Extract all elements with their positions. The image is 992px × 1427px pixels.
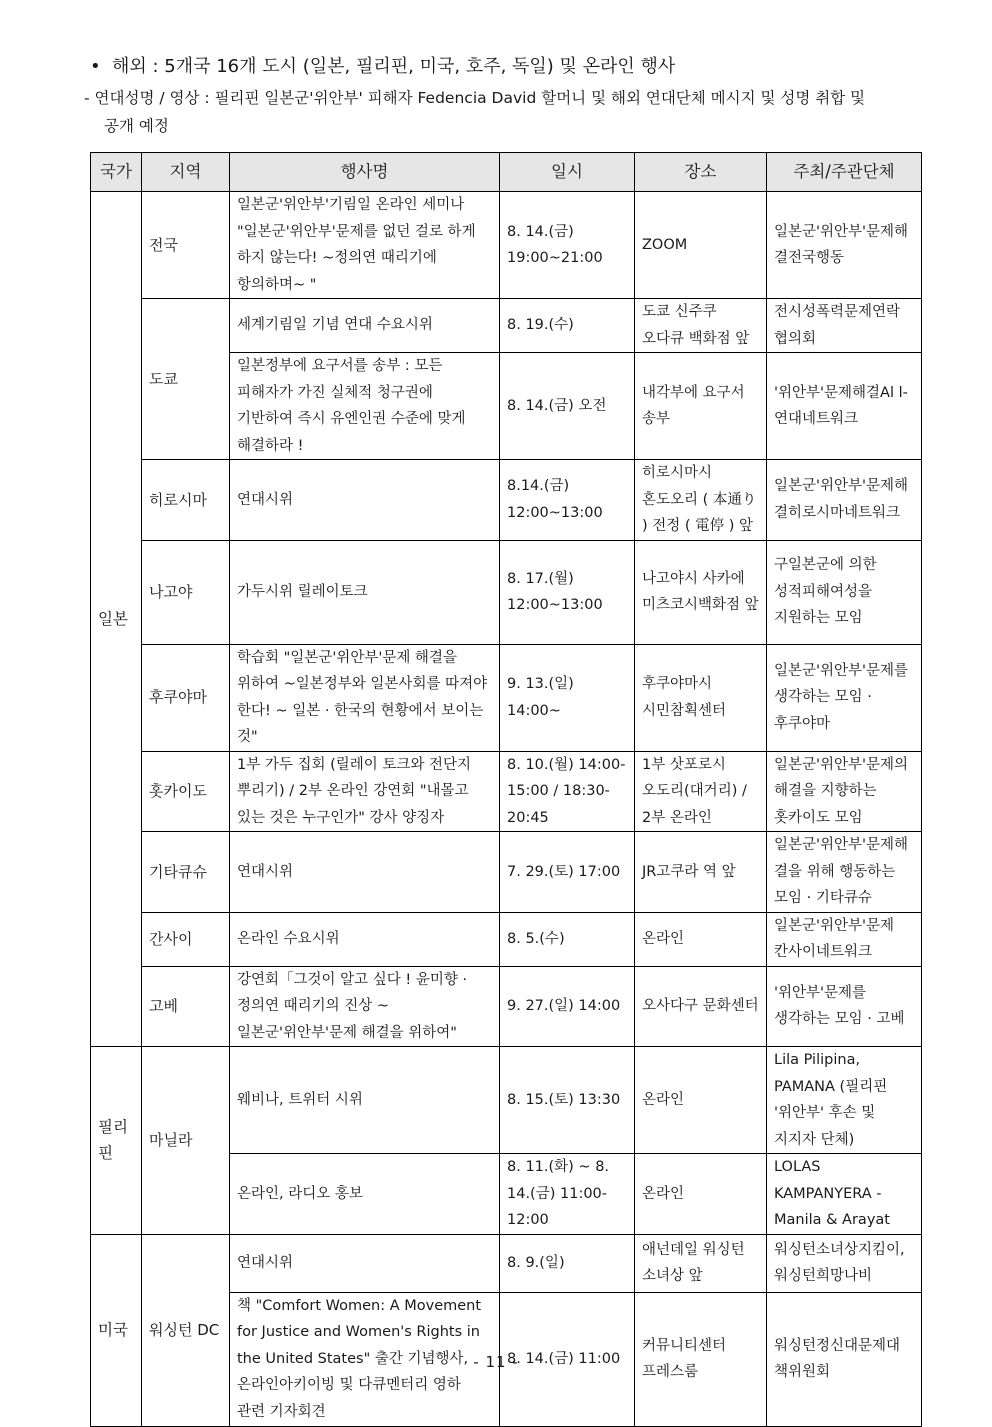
date-cell: 9. 13.(일) 14:00~ — [500, 644, 635, 751]
event-cell: 1부 가두 집회 (릴레이 토크와 전단지 뿌리기) / 2부 온라인 강연회 "내몰고 있는 것은 누구인가" 강사 양징자 — [230, 751, 500, 832]
date-cell: 9. 27.(일) 14:00 — [500, 966, 635, 1047]
country-usa: 미국 — [91, 1234, 142, 1426]
date-cell: 8.14.(금) 12:00~13:00 — [500, 460, 635, 541]
event-cell: 연대시위 — [230, 832, 500, 913]
table-row — [91, 460, 922, 541]
intro-section — [84, 52, 924, 140]
host-cell: 일본군'위안부'문제해결전국행동 — [767, 192, 922, 299]
page-number: - 11 - — [473, 1353, 519, 1371]
event-cell: 책 "Comfort Women: A Movement for Justice and Women's Rights in the United States" 출간 기념행사, 온라인아키이빙 및 다큐멘터리 영하 관련 기자회견 — [230, 1292, 500, 1426]
date-cell: 8. 14.(금) 11:00 — [500, 1292, 635, 1426]
venue-cell: 온라인 — [635, 912, 767, 966]
host-cell: 워싱턴소녀상지킴이, 워싱턴희망나비 — [767, 1234, 922, 1292]
venue-cell: ZOOM — [635, 192, 767, 299]
region-kitakyushu: 기타큐슈 — [142, 832, 230, 913]
header-country: 국가 — [91, 153, 142, 192]
venue-cell: 1부 삿포로시 오도리(대거리) / 2부 온라인 — [635, 751, 767, 832]
date-cell: 8. 14.(금) 오전 — [500, 353, 635, 460]
table-row — [91, 751, 922, 832]
venue-cell: 내각부에 요구서 송부 — [635, 353, 767, 460]
header-host: 주최/주관단체 — [767, 153, 922, 192]
header-venue: 장소 — [635, 153, 767, 192]
host-cell: 전시성폭력문제연락협의회 — [767, 299, 922, 353]
overseas-events-table — [90, 152, 922, 1427]
event-cell: 강연회「그것이 알고 싶다 ! 윤미향 · 정의연 때리기의 진상 ~ 일본군'위안부'문제 해결을 위하여" — [230, 966, 500, 1047]
event-cell: 일본정부에 요구서를 송부 : 모든 피해자가 가진 실체적 청구권에 기반하여 즉시 유엔인권 수준에 맞게 해결하라 ! — [230, 353, 500, 460]
overseas-summary — [84, 52, 924, 82]
host-cell: 워싱턴정신대문제대책위원회 — [767, 1292, 922, 1426]
region-hiroshima: 히로시마 — [142, 460, 230, 541]
host-cell: 일본군'위안부'문제를 생각하는 모임 · 후쿠야마 — [767, 644, 922, 751]
venue-cell: 커뮤니티센터 프레스룸 — [635, 1292, 767, 1426]
date-cell: 8. 9.(일) — [500, 1234, 635, 1292]
region-washington: 워싱턴 DC — [142, 1234, 230, 1426]
venue-cell: 후쿠야마시 시민참획센터 — [635, 644, 767, 751]
venue-cell: 오사다구 문화센터 — [635, 966, 767, 1047]
venue-cell: JR고쿠라 역 앞 — [635, 832, 767, 913]
table-row — [91, 832, 922, 913]
host-cell: 구일본군에 의한 성적피해여성을 지원하는 모임 — [767, 540, 922, 644]
host-cell: 일본군'위안부'문제 칸사이네트워크 — [767, 912, 922, 966]
venue-cell: 온라인 — [635, 1047, 767, 1154]
region-manila: 마닐라 — [142, 1047, 230, 1235]
event-cell: 온라인, 라디오 홍보 — [230, 1154, 500, 1235]
header-region: 지역 — [142, 153, 230, 192]
table-row — [91, 1047, 922, 1154]
event-cell: 학습회 "일본군'위안부'문제 해결을 위하여 ~일본정부와 일본사회를 따져야 한다! ~ 일본 · 한국의 현황에서 보이는 것" — [230, 644, 500, 751]
host-cell: 일본군'위안부'문제의 해결을 지향하는 홋카이도 모임 — [767, 751, 922, 832]
bullet-icon: • — [90, 56, 101, 77]
table-row — [91, 299, 922, 353]
date-cell: 8. 11.(화) ~ 8. 14.(금) 11:00-12:00 — [500, 1154, 635, 1235]
host-cell: 일본군'위안부'문제해결히로시마네트워크 — [767, 460, 922, 541]
event-cell: 연대시위 — [230, 1234, 500, 1292]
date-cell: 8. 17.(월) 12:00~13:00 — [500, 540, 635, 644]
event-cell: 가두시위 릴레이토크 — [230, 540, 500, 644]
event-cell: 웨비나, 트위터 시위 — [230, 1047, 500, 1154]
date-cell: 7. 29.(토) 17:00 — [500, 832, 635, 913]
country-philippines: 필리핀 — [91, 1047, 142, 1235]
host-cell: LOLAS KAMPANYERA -Manila & Arayat — [767, 1154, 922, 1235]
event-cell: 일본군'위안부'기림일 온라인 세미나 "일본군'위안부'문제를 없던 걸로 하게 하지 않는다! ~정의연 때리기에 항의하며~ " — [230, 192, 500, 299]
venue-cell: 도쿄 신주쿠 오다큐 백화점 앞 — [635, 299, 767, 353]
venue-cell: 나고야시 사카에 미츠코시백화점 앞 — [635, 540, 767, 644]
header-event: 행사명 — [230, 153, 500, 192]
venue-cell: 애넌데일 워싱턴 소녀상 앞 — [635, 1234, 767, 1292]
region-nagoya: 나고야 — [142, 540, 230, 644]
table-row — [91, 912, 922, 966]
date-cell: 8. 14.(금) 19:00~21:00 — [500, 192, 635, 299]
region-kansai: 간사이 — [142, 912, 230, 966]
country-japan: 일본 — [91, 192, 142, 1047]
date-cell: 8. 10.(월) 14:00-15:00 / 18:30-20:45 — [500, 751, 635, 832]
region-hokkaido: 홋카이도 — [142, 751, 230, 832]
date-cell: 8. 15.(토) 13:30 — [500, 1047, 635, 1154]
host-cell: Lila Pilipina, PAMANA (필리핀 '위안부' 후손 및 지지자 단체) — [767, 1047, 922, 1154]
table-row — [91, 644, 922, 751]
region-tokyo: 도쿄 — [142, 299, 230, 460]
table-header-row — [91, 153, 922, 192]
date-cell: 8. 19.(수) — [500, 299, 635, 353]
statement-note-line-1: - 연대성명 / 영상 : 필리핀 일본군'위안부' 피해자 Fedencia David 할머니 및 해외 연대단체 메시지 및 성명 취합 및 — [84, 89, 866, 107]
region-nationwide: 전국 — [142, 192, 230, 299]
table-row — [91, 966, 922, 1047]
region-fukuyama: 후쿠야마 — [142, 644, 230, 751]
region-kobe: 고베 — [142, 966, 230, 1047]
event-cell: 세계기림일 기념 연대 수요시위 — [230, 299, 500, 353]
venue-cell: 온라인 — [635, 1154, 767, 1235]
venue-cell: 히로시마시 혼도오리 ( 本通り ) 전정 ( 電停 ) 앞 — [635, 460, 767, 541]
table-row — [91, 192, 922, 299]
table-row — [91, 1234, 922, 1292]
header-date: 일시 — [500, 153, 635, 192]
host-cell: '위안부'문제를 생각하는 모임 · 고베 — [767, 966, 922, 1047]
host-cell: 일본군'위안부'문제해결을 위해 행동하는 모임 · 기타큐슈 — [767, 832, 922, 913]
table-row — [91, 540, 922, 644]
statement-note — [84, 84, 924, 140]
statement-note-line-2: 공개 예정 — [104, 117, 169, 135]
host-cell: '위안부'문제해결Al l-연대네트워크 — [767, 353, 922, 460]
overseas-summary-text: 해외 : 5개국 16개 도시 (일본, 필리핀, 미국, 호주, 독일) 및 온라인 행사 — [112, 56, 676, 77]
event-cell: 온라인 수요시위 — [230, 912, 500, 966]
date-cell: 8. 5.(수) — [500, 912, 635, 966]
event-cell: 연대시위 — [230, 460, 500, 541]
